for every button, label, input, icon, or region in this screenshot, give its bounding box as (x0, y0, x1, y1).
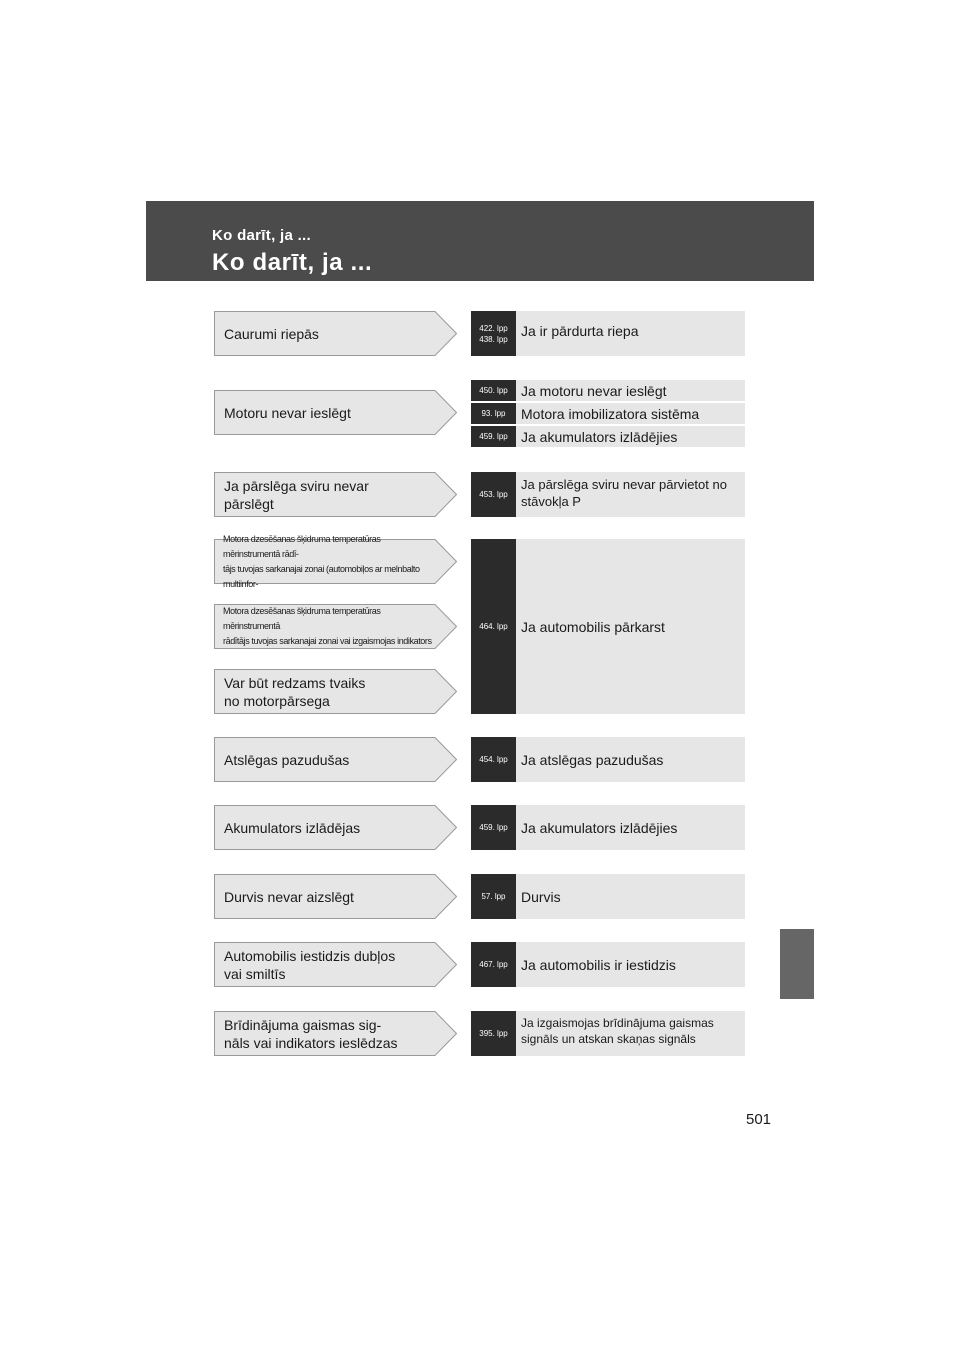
remedy-box: Durvis (516, 874, 745, 919)
symptom-label: Motora dzesēšanas šķidruma temperatūras mērinstrumentā rādī- tājs tuvojas sarkanajai zonai (automobiļos ar melnbalto multiinfor- (223, 533, 420, 589)
symptom-box (214, 942, 457, 987)
symptom-label: Akumulators izlādējas (224, 819, 361, 836)
header-subtitle: Ko darīt, ja ... (212, 227, 311, 244)
remedy-box: Ja automobilis ir iestidzis (516, 942, 745, 987)
symptom-label: Atslēgas pazudušas (224, 751, 350, 768)
page-ref[interactable]: 459. lpp (471, 805, 516, 850)
page-ref-text: 422. lpp (479, 323, 508, 333)
symptom-label: Var būt redzams tvaiks no motorpārsega (224, 674, 366, 709)
page-ref[interactable]: 450. lpp (471, 380, 516, 401)
symptom-box (214, 311, 457, 356)
page-ref[interactable] (471, 311, 516, 356)
symptom-box (214, 669, 457, 714)
symptom-label: Brīdinājuma gaismas sig- nāls vai indikators ieslēdzas (224, 1016, 398, 1051)
symptom-label: Motoru nevar ieslēgt (224, 404, 351, 421)
symptom-box (214, 533, 457, 589)
symptom-label: Caurumi riepās (224, 325, 319, 342)
symptom-box (214, 737, 457, 782)
page-ref[interactable]: 395. lpp (471, 1011, 516, 1056)
page-ref[interactable]: 467. lpp (471, 942, 516, 987)
symptom-box (214, 390, 457, 435)
remedy-box: Ja atslēgas pazudušas (516, 737, 745, 782)
symptom-box (214, 874, 457, 919)
page-ref[interactable]: 57. lpp (471, 874, 516, 919)
page-ref[interactable]: 454. lpp (471, 737, 516, 782)
remedy-box: Ja akumulators izlādējies (516, 426, 745, 447)
page-ref-text: 438. lpp (479, 334, 508, 344)
page-ref[interactable]: 464. lpp (471, 539, 516, 714)
symptom-box (214, 472, 457, 517)
symptom-label: Automobilis iestidzis dubļos vai smiltīs (224, 947, 396, 982)
symptom-box (214, 604, 457, 649)
chapter-side-tab (780, 929, 814, 999)
symptom-label: Motora dzesēšanas šķidruma temperatūras mērinstrumentā rādītājs tuvojas sarkanajai zonai vai izgaismojas indikators (223, 606, 432, 646)
page-ref[interactable]: 93. lpp (471, 403, 516, 424)
symptom-label: Ja pārslēga sviru nevar pārslēgt (224, 477, 369, 512)
page-number: 501 (746, 1111, 772, 1128)
remedy-box: Ja izgaismojas brīdinājuma gaismas signāls un atskan skaņas signāls (516, 1011, 745, 1056)
remedy-box: Motora imobilizatora sistēma (516, 403, 745, 424)
section-header (146, 201, 814, 281)
remedy-box: Ja ir pārdurta riepa (516, 311, 745, 356)
symptom-label: Durvis nevar aizslēgt (224, 888, 354, 905)
remedy-box: Ja automobilis pārkarst (516, 539, 745, 714)
symptom-box (214, 805, 457, 850)
remedy-box: Ja pārslēga sviru nevar pārvietot no stāvokļa P (516, 472, 745, 517)
remedy-box: Ja motoru nevar ieslēgt (516, 380, 745, 401)
header-title: Ko darīt, ja ... (212, 249, 373, 276)
page-ref[interactable]: 459. lpp (471, 426, 516, 447)
symptom-box (214, 1011, 457, 1056)
remedy-box: Ja akumulators izlādējies (516, 805, 745, 850)
page-ref[interactable]: 453. lpp (471, 472, 516, 517)
